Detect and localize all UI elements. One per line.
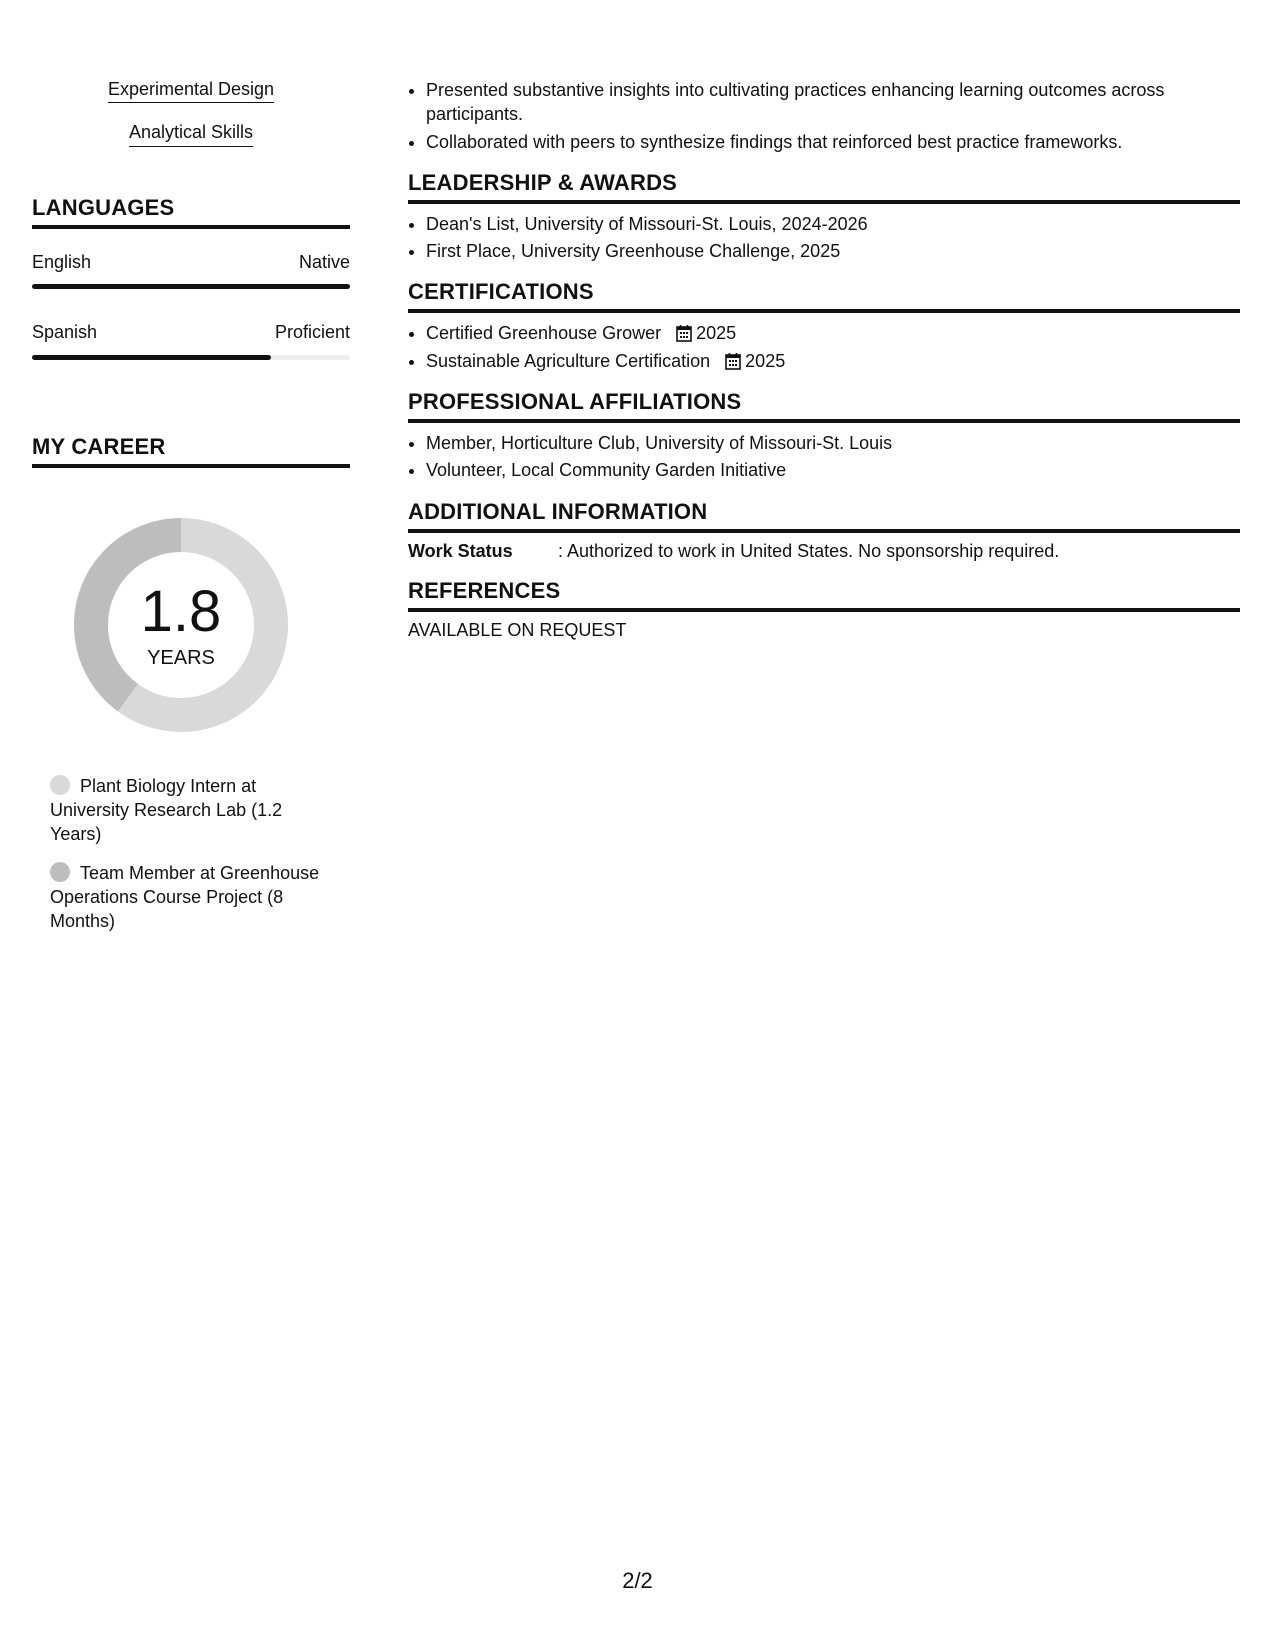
certifications-list xyxy=(408,321,1240,373)
language-item xyxy=(32,251,350,290)
calendar-icon xyxy=(676,324,692,342)
language-name: English xyxy=(32,251,92,272)
references-heading: REFERENCES xyxy=(408,578,1240,612)
legend-dot-icon xyxy=(50,862,70,882)
additional-info-heading: ADDITIONAL INFORMATION xyxy=(408,499,1240,533)
career-total-years: 1.8 xyxy=(140,579,222,645)
list-item: • First Place, University Greenhouse Challenge, 2025 xyxy=(426,239,1240,263)
certification-name: Certified Greenhouse Grower xyxy=(426,323,662,344)
certification-name: Sustainable Agriculture Certification xyxy=(426,350,711,371)
references-text: AVAILABLE ON REQUEST xyxy=(408,619,627,640)
calendar-icon xyxy=(725,352,741,370)
list-item xyxy=(426,349,1240,373)
right-column xyxy=(408,78,1240,641)
page-number: 2/2 xyxy=(622,1568,653,1593)
leadership-heading: LEADERSHIP & AWARDS xyxy=(408,170,1240,204)
career-donut-chart xyxy=(66,510,296,740)
language-name: Spanish xyxy=(32,322,98,343)
career-legend-item xyxy=(50,774,320,847)
list-item xyxy=(426,321,1240,345)
language-proficiency-bar xyxy=(32,355,350,360)
list-item: • Volunteer, Local Community Garden Initiative xyxy=(426,458,1240,482)
skill-tag xyxy=(32,78,350,103)
list-item: • Member, Horticulture Club, University of Missouri-St. Louis xyxy=(426,431,1240,455)
language-proficiency-fill xyxy=(32,284,350,289)
career-legend-text: Plant Biology Intern at University Research Lab (1.2 Years) xyxy=(50,775,283,845)
career-legend-item xyxy=(50,861,320,934)
languages-heading: LANGUAGES xyxy=(32,195,350,229)
career-legend xyxy=(50,774,320,934)
language-proficiency-bar xyxy=(32,284,350,289)
language-item xyxy=(32,321,350,360)
skill-label: Analytical Skills xyxy=(129,121,253,146)
career-legend-text: Team Member at Greenhouse Operations Course Project (8 Months) xyxy=(50,862,320,932)
skill-label: Experimental Design xyxy=(108,78,274,103)
affiliations-heading: PROFESSIONAL AFFILIATIONS xyxy=(408,389,1240,423)
legend-dot-icon xyxy=(50,775,70,795)
language-proficiency-fill xyxy=(32,355,271,360)
list-item: • Presented substantive insights into cultivating practices enhancing learning outcomes across participants. xyxy=(426,78,1240,127)
skill-tag xyxy=(32,121,350,146)
career-heading: MY CAREER xyxy=(32,434,350,468)
list-item: • Dean's List, University of Missouri-St. Louis, 2024-2026 xyxy=(426,212,1240,236)
certification-year: 2025 xyxy=(696,323,737,344)
affiliations-list xyxy=(408,431,1240,483)
work-status-value: : Authorized to work in United States. No sponsorship required. xyxy=(558,540,1060,561)
left-column xyxy=(32,78,350,948)
experience-bullets xyxy=(408,78,1240,154)
work-status-label: Work Status xyxy=(408,540,513,561)
work-status-row xyxy=(408,541,1240,562)
language-level: Native xyxy=(298,251,350,272)
language-level: Proficient xyxy=(274,322,350,343)
certifications-heading: CERTIFICATIONS xyxy=(408,279,1240,313)
certification-year: 2025 xyxy=(745,350,786,371)
leadership-list xyxy=(408,212,1240,264)
career-total-unit: YEARS xyxy=(147,647,215,670)
list-item: • Collaborated with peers to synthesize findings that reinforced best practice frameworks. xyxy=(426,130,1240,154)
